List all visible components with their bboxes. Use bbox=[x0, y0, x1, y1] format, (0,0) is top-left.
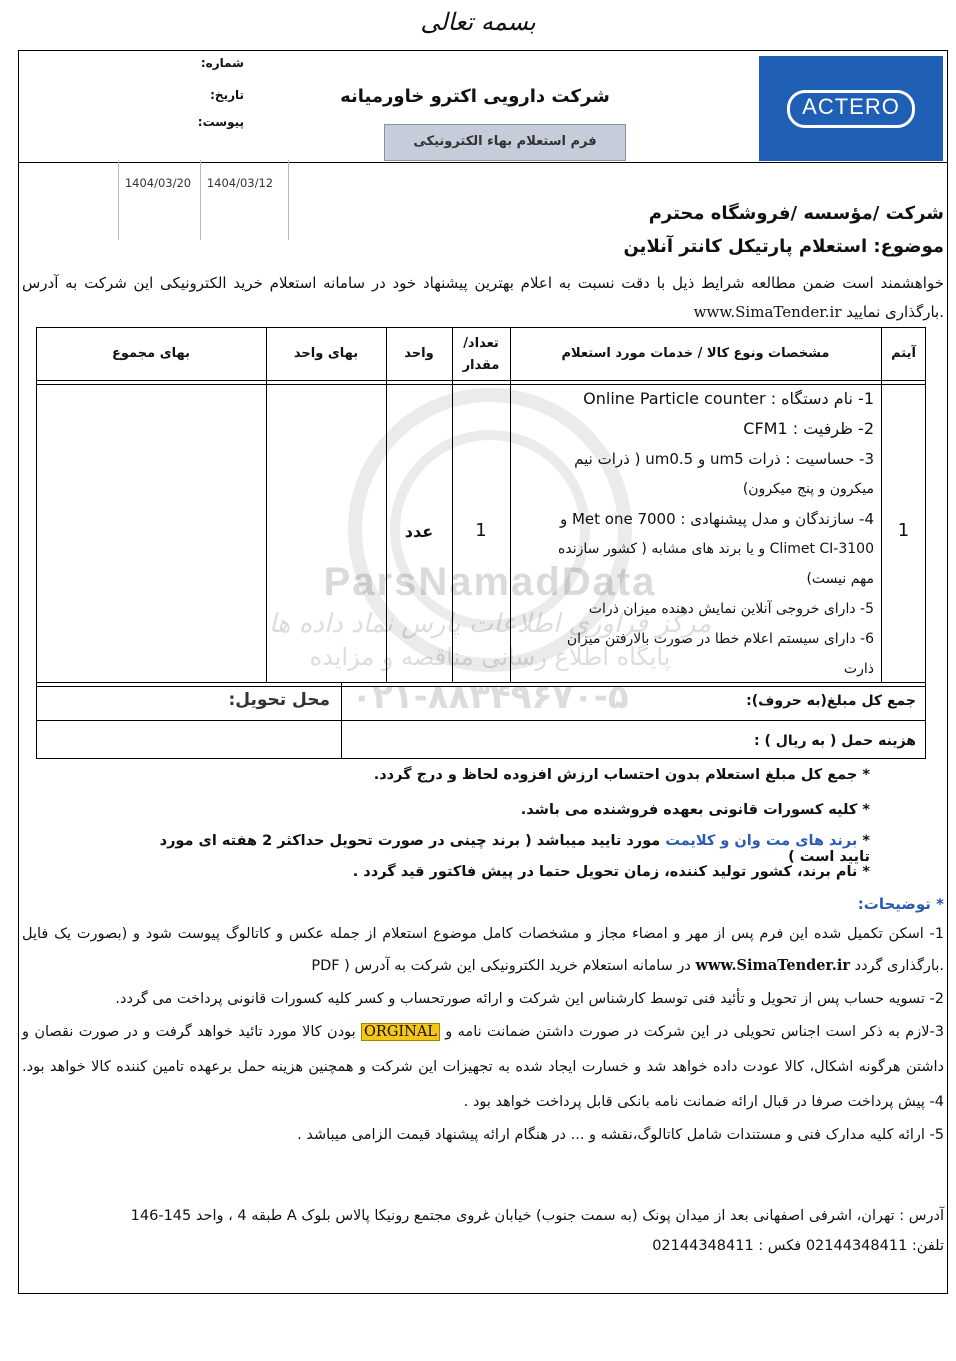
explanation-2: 2- تسویه حساب پس از تحویل و تأئید فنی توسط کارشناس این شرکت و ارائه صورتحساب و کسر کلیه کسورات قانونی پرداخت می گردد. bbox=[115, 991, 944, 1007]
total-row-border bbox=[36, 686, 926, 687]
watermark-brand: ParsNamadData bbox=[323, 560, 657, 604]
note-brands bbox=[140, 833, 870, 865]
spec-line: ذارت bbox=[843, 661, 874, 677]
date-column-divider bbox=[288, 160, 289, 240]
explanation-1-suffix: بارگذاری گردد. bbox=[854, 958, 944, 974]
address: آدرس : تهران، اشرفی اصفهانی بعد از میدان پونک (به سمت جنوب) خیابان غروی مجتمع رونیکا پالاس بلوک A طبقه 4 ، واحد 145-146 bbox=[130, 1208, 944, 1224]
spec-line: 3- حساسیت : ذرات um5 و um0.5 ( ذرات نیم bbox=[574, 450, 874, 468]
column-divider bbox=[266, 327, 267, 682]
watermark-line1: مرکز فراوری اطلاعات پارس نماد داده ها bbox=[268, 609, 712, 639]
company-name: شرکت دارویی اکترو خاورمیانه bbox=[340, 86, 610, 107]
spec-line: مهم نیست) bbox=[806, 571, 874, 587]
explanation-3-continued: داشتن هرگونه اشکال، کالا عودت داده خواهد شد و خسارت ایجاد شده به تجهیزات این شرکت و همچنین هزینه حمل برعهده تامین کننده کالا خواهد بود. bbox=[22, 1059, 944, 1075]
header-divider bbox=[18, 162, 948, 163]
logo-text: ACTERO bbox=[802, 94, 900, 119]
spec-line: 5- دارای خروجی آنلاین نمایش دهنده میزان ذرات bbox=[588, 601, 874, 617]
spec-line: 1- نام دستگاه : Online Particle counter bbox=[583, 389, 874, 408]
row-item-number: 1 bbox=[897, 520, 910, 541]
spec-line: 2- ظرفیت : CFM1 bbox=[743, 419, 874, 438]
form-title: فرم استعلام بهاء الکترونیکی bbox=[413, 134, 597, 149]
spec-line: 4- سازندگان و مدل پیشنهادی : Met one 7000 و bbox=[559, 510, 874, 528]
row-quantity: 1 bbox=[475, 520, 487, 541]
explanation-1-text: PDF ) در سامانه استعلام خرید الکترونیکی این شرکت به آدرس bbox=[311, 958, 691, 974]
total-amount-label: جمع کل مبلغ(به حروف): bbox=[746, 693, 916, 709]
original-highlight: ORGINAL bbox=[361, 1023, 440, 1041]
header-quantity: تعداد/ مقدار bbox=[462, 336, 500, 373]
note-proforma: * نام برند، کشور تولید کننده، زمان تحویل حتما در پیش فاکتور قید گردد . bbox=[352, 864, 870, 880]
shipping-row-border bbox=[36, 720, 926, 721]
approved-brands: برند های مت وان و کلایمت bbox=[665, 833, 858, 849]
explanation-3-text: 3-لازم به ذکر است اجناس تحویلی در این شرکت در صورت داشتن ضمانت نامه و bbox=[445, 1024, 945, 1040]
attachment-label: پیوست: bbox=[197, 115, 244, 129]
note-bullet: * bbox=[862, 833, 870, 849]
shipping-cost-label: هزینه حمل ( به ریال ) : bbox=[754, 733, 916, 749]
intro-text-continued bbox=[400, 303, 944, 321]
note-brands-text: مورد تایید میباشد ( برند چینی در صورت تحویل حداکثر 2 هفته ای مورد تایید است ) bbox=[159, 833, 870, 865]
column-divider bbox=[510, 327, 511, 682]
spec-line: Climet CI-3100 و یا برند های مشابه ( کشور سازنده bbox=[558, 541, 874, 557]
explanation-1: 1- اسکن تکمیل شده این فرم پس از مهر و امضاء مجاز و مشخصات کامل موضوع استعلام از جمله عکس و کاتالوگ پیوست شود و (بصورت یک فایل bbox=[22, 926, 944, 942]
watermark-phone: ۰۲۱-۸۸۳۴۹۶۷۰-۵ bbox=[351, 677, 629, 717]
explanation-4: 4- پیش پرداخت صرفا در قبال ارائه ضمانت نامه بانکی قابل پرداخت خواهد بود . bbox=[463, 1094, 944, 1110]
column-divider bbox=[386, 327, 387, 682]
note-deductions: * کلیه کسورات قانونی بعهده فروشنده می باشد. bbox=[520, 802, 870, 818]
explanation-3 bbox=[22, 1024, 944, 1040]
intro-suffix: بارگذاری نمایید. bbox=[846, 303, 944, 321]
header-total-price: بهای مجموع bbox=[112, 346, 190, 361]
spec-list bbox=[516, 384, 874, 684]
explanation-1-continued bbox=[22, 957, 944, 974]
header-item: آیتم bbox=[891, 346, 916, 361]
deadline-date: 1404/03/20 bbox=[124, 176, 192, 190]
row-unit: عدد bbox=[404, 522, 434, 541]
date-column-divider bbox=[118, 160, 119, 240]
website-link[interactable]: www.SimaTender.ir bbox=[695, 957, 850, 974]
number-label: شماره: bbox=[200, 56, 244, 70]
website-link[interactable]: www.SimaTender.ir bbox=[693, 303, 842, 321]
explanations-heading: * توضیحات: bbox=[857, 895, 944, 913]
header-unit: واحد bbox=[404, 346, 434, 361]
column-divider bbox=[452, 327, 453, 682]
note-vat: * جمع کل مبلغ استعلام بدون احتساب ارزش افزوده لحاظ و درج گردد. bbox=[373, 767, 870, 783]
column-divider bbox=[881, 327, 882, 682]
spec-line: میکرون و پنج میکرون) bbox=[742, 481, 874, 497]
header-unit-price: بهای واحد bbox=[293, 346, 359, 361]
watermark-line2: پایگاه اطلاع رسانی مناقصه و مزایده bbox=[309, 643, 671, 671]
header-spec: مشخصات ونوع کالا / خدمات مورد استعلام bbox=[561, 346, 830, 361]
subject: موضوع: استعلام پارتیکل کانتر آنلاین bbox=[623, 236, 944, 257]
intro-text: خواهشمند است ضمن مطالعه شرایط ذیل با دقت نسبت به اعلام بهترین پیشنهاد خود در سامانه استعلام خرید الکترونیکی این شرکت به آدرس bbox=[22, 274, 944, 292]
basmala: بسمه تعالی bbox=[420, 8, 536, 36]
phone-fax: تلفن: 02144348411 فکس : 02144348411 bbox=[652, 1238, 944, 1254]
explanation-3-suffix: بودن کالا مورد تائید خواهد گرفت و در صورت نقصان و bbox=[22, 1024, 356, 1040]
salutation: شرکت /مؤسسه /فروشگاه محترم bbox=[648, 203, 944, 224]
column-divider bbox=[341, 682, 342, 759]
table-header-border bbox=[36, 380, 926, 381]
spec-line: 6- دارای سیستم اعلام خطا در صورت بالارفتن میزان bbox=[566, 631, 874, 647]
explanation-5: 5- ارائه کلیه مدارک فنی و مستندات شامل کاتالوگ،نقشه و ... در هنگام ارائه پیشنهاد قیمت الزامی میباشد . bbox=[297, 1127, 944, 1143]
issue-date: 1404/03/12 bbox=[206, 176, 274, 190]
delivery-place-label: محل تحویل: bbox=[228, 690, 330, 710]
date-label: تاریخ: bbox=[210, 88, 244, 102]
date-column-divider bbox=[200, 160, 201, 240]
